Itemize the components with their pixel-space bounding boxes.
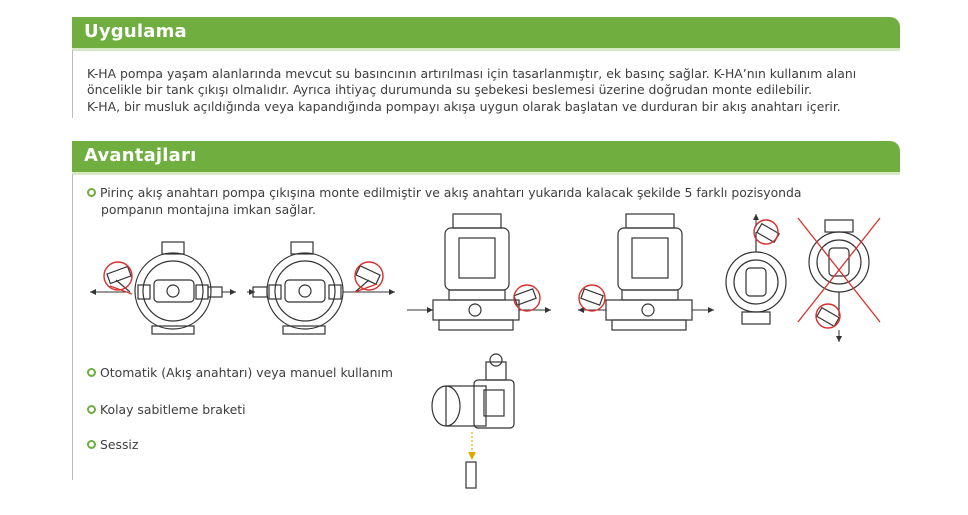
bullet-ring-icon [87,405,96,414]
bullet-text: Kolay sabitleme braketi [100,402,246,417]
bullet-item [87,365,393,381]
section-title: Avantajları [84,145,197,166]
section-divider [72,174,73,480]
paragraph-line: K-HA, bir musluk açıldığında veya kapandığında pompayı akışa uygun olarak başlatan ve durduran bir akış anahtarı içerir. [87,99,841,114]
section-header-avantajlari [72,141,900,175]
bullet-item [87,185,801,201]
bullet-ring-icon [87,440,96,449]
pump-position-5-illustration [722,212,790,334]
pump-position-2-illustration [245,236,400,336]
mounting-bracket-illustration [426,350,536,490]
bullet-item [87,402,246,418]
bullet-ring-icon [87,188,96,197]
bullet-text: Sessiz [100,437,139,452]
bullet-ring-icon [87,368,96,377]
pump-position-4-illustration [576,212,716,334]
paragraph-line: öncelikle bir tank çıkışı olmalıdır. Ayrıca ihtiyaç durumunda su şebekesi beslemesi üzerine doğrudan monte edilebilir. [87,82,813,97]
paragraph-line: K-HA pompa yaşam alanlarında mevcut su basıncının artırılması için tasarlanmıştır, ek basınç sağlar. K-HA’nın kullanım alanı [87,66,857,81]
section-title: Uygulama [84,21,187,42]
bullet-text: Otomatik (Akış anahtarı) veya manuel kullanım [100,365,393,380]
bullet-item [87,437,138,453]
pump-position-invalid-illustration [794,212,884,346]
bullet-item-continuation: pompanın montajına imkan sağlar. [101,202,316,217]
bullet-text: Pirinç akış anahtarı pompa çıkışına monte edilmiştir ve akış anahtarı yukarıda kalacak şekilde 5 farklı pozisyonda [100,185,802,200]
section-divider [72,50,73,118]
section-header-uygulama [72,17,900,51]
pump-position-1-illustration [88,236,238,336]
pump-position-3-illustration [405,212,553,334]
